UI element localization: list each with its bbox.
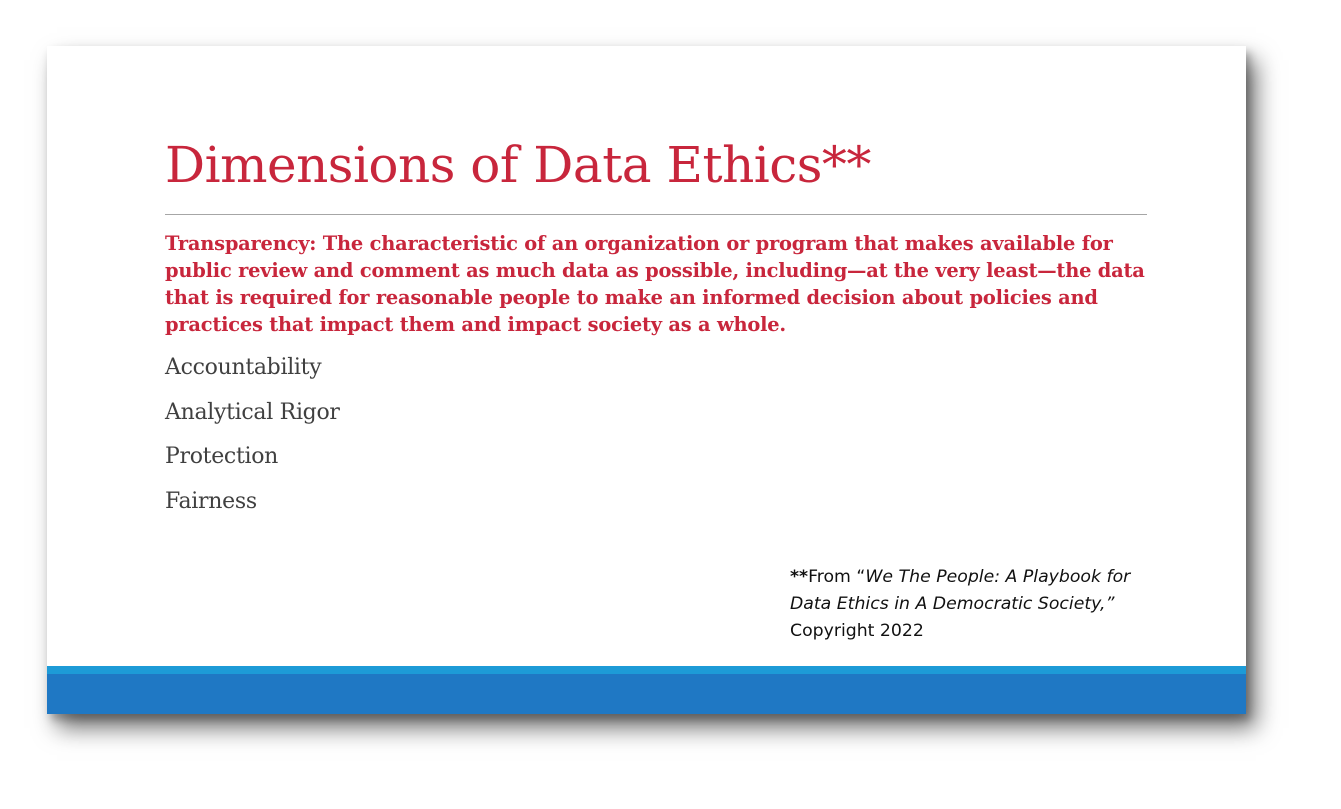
citation-prefix: From “: [808, 567, 866, 587]
item-fairness: Fairness: [165, 488, 257, 514]
item-protection: Protection: [165, 444, 279, 469]
transparency-definition: Transparency: The characteristic of an organization or program that makes available for public review and comment as much data as possible, including—at the very least—the data that is required for reasonable people to make an informed decision about policies and practices that impact them and impact society as a whole.: [165, 232, 1145, 336]
citation-title: We The People: A Playbook for Data Ethics in A Democratic Society,”: [790, 567, 1131, 614]
citation-copyright: Copyright 2022: [790, 621, 924, 641]
footnote-marker: **: [790, 567, 809, 587]
source-citation: [790, 564, 1150, 645]
footer-band-light: [47, 666, 1246, 674]
title-divider: [165, 214, 1147, 215]
footer-band-dark: [47, 674, 1246, 714]
item-analytical-rigor: Analytical Rigor: [165, 399, 340, 425]
slide-body: [165, 230, 1155, 524]
slide-title: Dimensions of Data Ethics**: [165, 136, 871, 194]
slide: [47, 46, 1246, 714]
item-accountability: Accountability: [165, 355, 322, 380]
